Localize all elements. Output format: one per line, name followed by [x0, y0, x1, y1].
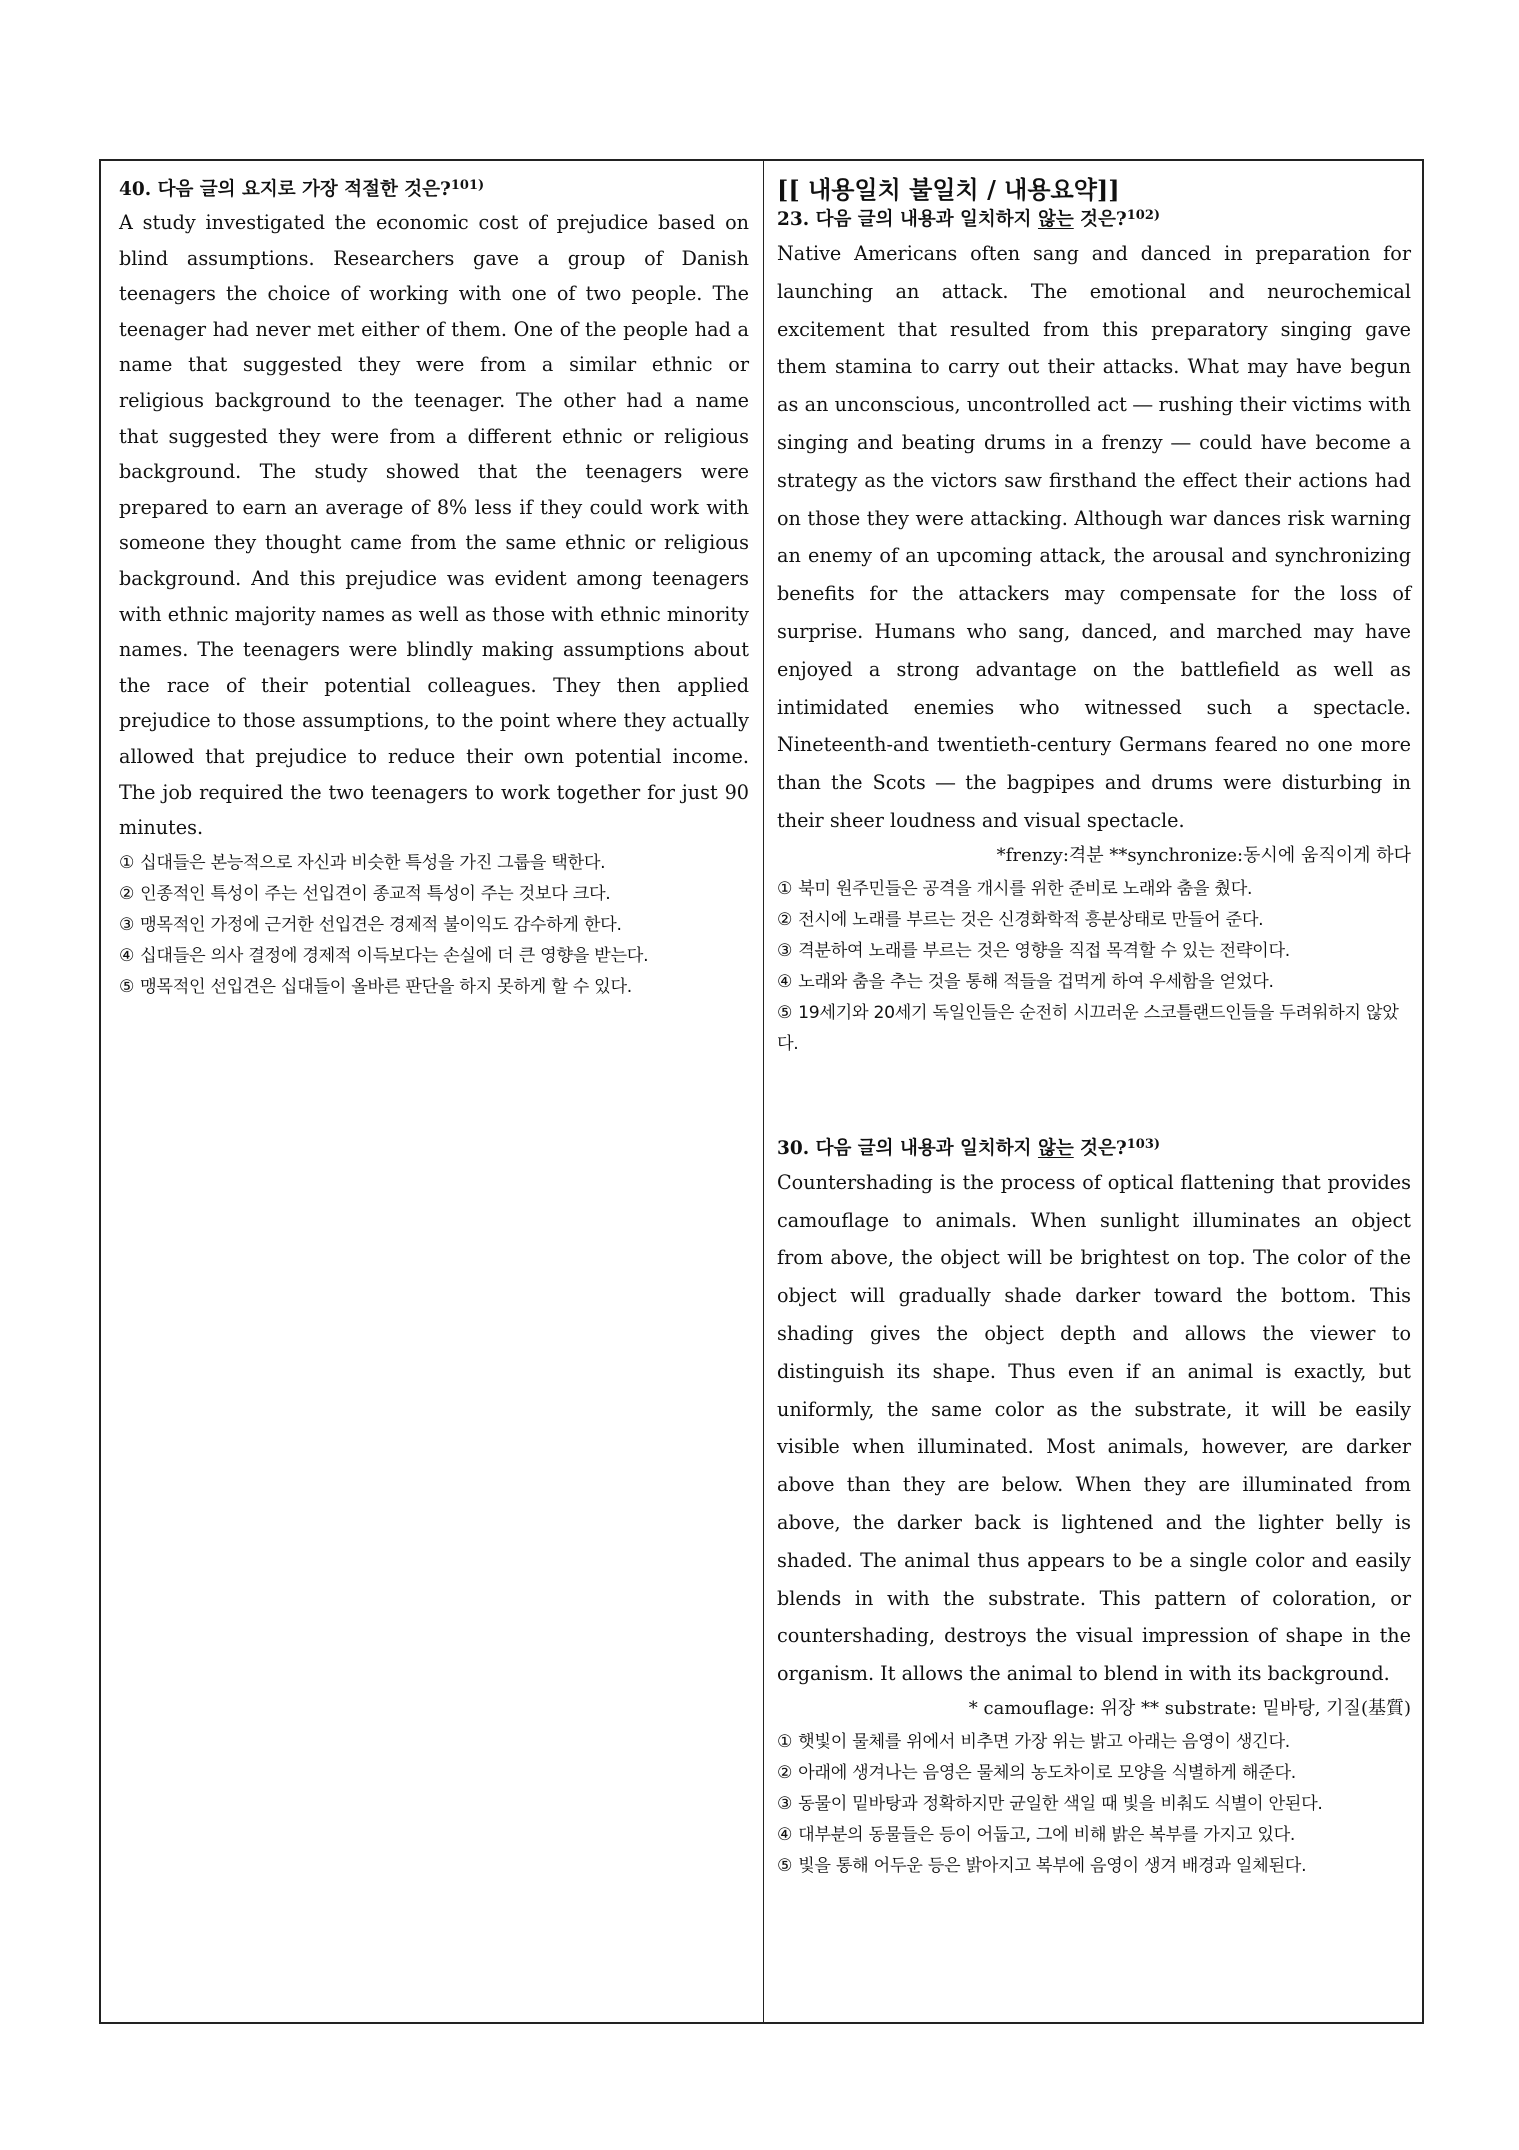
left-column	[119, 175, 749, 1003]
choice-number: ③	[777, 1793, 793, 1814]
question-23-title-post: 것은?	[1073, 209, 1127, 230]
choice-number: ②	[777, 1762, 793, 1783]
choice-4[interactable]	[777, 1820, 1411, 1851]
choice-text: 햇빛이 물체를 위에서 비추면 가장 위는 밝고 아래는 음영이 생긴다.	[798, 1731, 1290, 1752]
choice-number: ⑤	[777, 1002, 793, 1023]
choice-text: 십대들은 의사 결정에 경제적 이득보다는 손실에 더 큰 영향을 받는다.	[140, 945, 649, 966]
choice-text: 전시에 노래를 부르는 것은 신경화학적 흥분상태로 만들어 준다.	[798, 909, 1264, 930]
choice-text: 맹목적인 선입견은 십대들이 올바른 판단을 하지 못하게 할 수 있다.	[140, 976, 632, 997]
choice-text: 빛을 통해 어두운 등은 밝아지고 복부에 음영이 생겨 배경과 일체된다.	[798, 1855, 1307, 1876]
choice-4[interactable]	[777, 967, 1411, 998]
question-30-passage: Countershading is the process of optical flattening that provides camouflage to animals. When sunlight illuminates an object from above, the object will be brightest on top. The color of the object will gradually shade darker toward the bottom. This shading gives the object depth and allows the viewer to distinguish its shape. Thus even if an animal is exactly, but uniformly, the same color as the substrate, it will be easily visible when illuminated. Most animals, however, are darker above than they are below. When they are illuminated from above, the darker back is lightened and the lighter belly is shaded. The animal thus appears to be a single color and easily blends in with the substrate. This pattern of coloration, or countershading, destroys the visual impression of shape in the organism. It allows the animal to blend in with its background.	[777, 1170, 1411, 1686]
question-40-passage: A study investigated the economic cost of prejudice based on blind assumptions. Researchers gave a group of Danish teenagers the choice of working with one of two people. The teenager had never met either of them. One of the people had a name that suggested they were from a similar ethnic or religious background to the teenager. The other had a name that suggested they were from a different ethnic or religious background. The study showed that the teenagers were prepared to earn an average of 8% less if they could work with someone they thought came from the same ethnic or religious background. And this prejudice was evident among teenagers with ethnic majority names as well as those with ethnic minority names. The teenagers were blindly making assumptions about the race of their potential colleagues. They then applied prejudice to those assumptions, to the point where they actually allowed that prejudice to reduce their own potential income. The job required the two teenagers to work together for just 90 minutes.	[119, 211, 749, 840]
choice-5[interactable]	[777, 1851, 1411, 1882]
exam-page-frame	[99, 159, 1424, 2024]
choice-5[interactable]	[119, 972, 749, 1003]
choice-text: 십대들은 본능적으로 자신과 비슷한 특성을 가진 그룹을 택한다.	[140, 852, 606, 873]
choice-3[interactable]	[777, 936, 1411, 967]
choice-number: ⑤	[119, 976, 135, 997]
question-23-title-underlined: 않는	[1037, 209, 1074, 230]
choice-1[interactable]	[777, 874, 1411, 905]
choice-number: ④	[119, 945, 135, 966]
question-23-title-pre: 23. 다음 글의 내용과 일치하지	[777, 209, 1038, 230]
column-divider	[763, 161, 764, 2022]
question-40-choices	[119, 848, 749, 1003]
question-40-footnote: 101)	[450, 178, 485, 193]
choice-number: ②	[119, 883, 135, 904]
choice-3[interactable]	[119, 910, 749, 941]
question-30-title-post: 것은?	[1073, 1137, 1127, 1159]
choice-text: 노래와 춤을 추는 것을 통해 적들을 겁먹게 하여 우세함을 얻었다.	[798, 971, 1274, 992]
choice-text: 맹목적인 가정에 근거한 선입견은 경제적 불이익도 감수하게 한다.	[140, 914, 622, 935]
choice-number: ③	[777, 940, 793, 961]
choice-number: ④	[777, 1824, 793, 1845]
choice-text: 아래에 생겨나는 음영은 물체의 농도차이로 모양을 식별하게 해준다.	[798, 1762, 1296, 1783]
choice-2[interactable]	[777, 1758, 1411, 1789]
right-column	[777, 175, 1411, 1882]
choice-number: ⑤	[777, 1855, 793, 1876]
choice-3[interactable]	[777, 1789, 1411, 1820]
question-30-title-underlined: 않는	[1037, 1137, 1074, 1159]
question-40-title-text: 40. 다음 글의 요지로 가장 적절한 것은?	[119, 179, 451, 200]
question-30-title-pre: 30. 다음 글의 내용과 일치하지	[777, 1137, 1038, 1159]
question-30-glossary: * camouflage: 위장 ** substrate: 밑바탕, 기질(基質)	[968, 1697, 1411, 1719]
question-40-title	[119, 175, 749, 205]
question-23-footnote: 102)	[1126, 208, 1161, 223]
question-30-choices	[777, 1727, 1411, 1882]
question-30-footnote: 103)	[1126, 1136, 1161, 1152]
choice-number: ③	[119, 914, 135, 935]
question-spacer	[777, 1060, 1411, 1134]
choice-1[interactable]	[119, 848, 749, 879]
choice-number: ②	[777, 909, 793, 930]
choice-text: 대부분의 동물들은 등이 어둡고, 그에 비해 밝은 복부를 가지고 있다.	[798, 1824, 1296, 1845]
choice-2[interactable]	[119, 879, 749, 910]
choice-text: 19세기와 20세기 독일인들은 순전히 시끄러운 스코틀랜드인들을 두려워하지 않았다.	[777, 1002, 1399, 1054]
choice-text: 인종적인 특성이 주는 선입견이 종교적 특성이 주는 것보다 크다.	[140, 883, 611, 904]
choice-5[interactable]	[777, 998, 1411, 1060]
choice-number: ①	[777, 878, 793, 899]
choice-1[interactable]	[777, 1727, 1411, 1758]
question-23-passage: Native Americans often sang and danced in preparation for launching an attack. The emotional and neurochemical excitement that resulted from this preparatory singing gave them stamina to carry out their attacks. What may have begun as an unconscious, uncontrolled act ― rushing their victims with singing and beating drums in a frenzy ― could have become a strategy as the victors saw firsthand the effect their actions had on those they were attacking. Although war dances risk warning an enemy of an upcoming attack, the arousal and synchronizing benefits for the attackers may compensate for the loss of surprise. Humans who sang, danced, and marched may have enjoyed a strong advantage on the battlefield as well as intimidated enemies who witnessed such a spectacle. Nineteenth-and twentieth-century Germans feared no one more than the Scots ― the bagpipes and drums were disturbing in their sheer loudness and visual spectacle.	[777, 242, 1411, 832]
question-30-title	[777, 1134, 1411, 1164]
choice-text: 북미 원주민들은 공격을 개시를 위한 준비로 노래와 춤을 췄다.	[798, 878, 1253, 899]
choice-text: 동물이 밑바탕과 정확하지만 균일한 색일 때 빛을 비춰도 식별이 안된다.	[798, 1793, 1323, 1814]
choice-4[interactable]	[119, 941, 749, 972]
choice-2[interactable]	[777, 905, 1411, 936]
choice-number: ①	[119, 852, 135, 873]
choice-number: ④	[777, 971, 793, 992]
question-23-glossary: *frenzy:격분 **synchronize:동시에 움직이게 하다	[996, 844, 1411, 866]
question-23-choices	[777, 874, 1411, 1060]
choice-text: 격분하여 노래를 부르는 것은 영향을 직접 목격할 수 있는 전략이다.	[798, 940, 1290, 961]
choice-number: ①	[777, 1731, 793, 1752]
section-header: [[ 내용일치 불일치 / 내용요약]]	[777, 175, 1120, 204]
question-23-title	[777, 205, 1411, 235]
